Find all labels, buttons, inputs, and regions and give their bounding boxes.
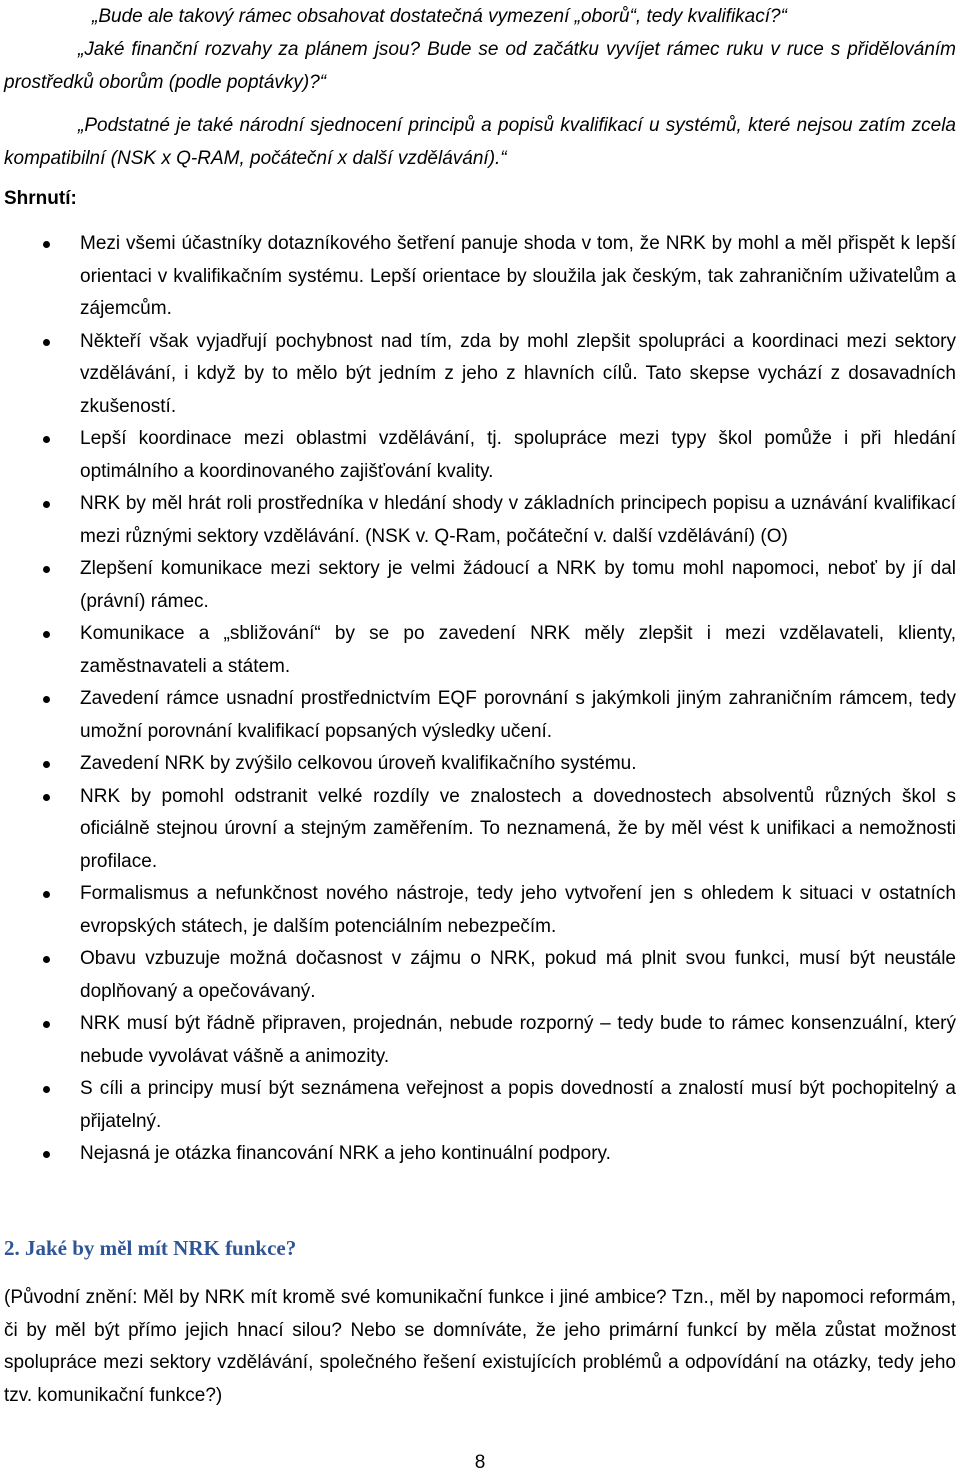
list-item: NRK musí být řádně připraven, projednán, nebude rozporný – tedy bude to rámec konsenzuální, který nebude vyvolávat vášně a animozity.	[0, 1008, 960, 1073]
summary-list	[0, 228, 960, 1171]
list-item: Nejasná je otázka financování NRK a jeho kontinuální podpory.	[0, 1138, 960, 1171]
list-item: Zavedení rámce usnadní prostřednictvím EQF porovnání s jakýmkoli jiným zahraničním rámcem, tedy umožní porovnání kvalifikací popsaných výsledky učení.	[0, 683, 960, 748]
list-item: NRK by pomohl odstranit velké rozdíly ve znalostech a dovednostech absolventů různých škol s oficiálně stejnou úrovní a stejným zaměřením. To neznamená, že by měl vést k unifikaci a nemožnosti profilace.	[0, 781, 960, 879]
page-number: 8	[474, 1452, 486, 1473]
summary-label: Shrnutí:	[4, 188, 77, 209]
list-item: Někteří však vyjadřují pochybnost nad tím, zda by mohl zlepšit spolupráci a koordinaci mezi sektory vzdělávání, i když by to mělo být jedním z jeho z hlavních cílů. Tato skepse vychází z dosavadních zkušeností.	[0, 326, 960, 424]
list-item: Zavedení NRK by zvýšilo celkovou úroveň kvalifikačního systému.	[0, 748, 960, 781]
list-item: Komunikace a „sbližování“ by se po zavedení NRK měly zlepšit i mezi vzdělavateli, klienty, zaměstnavateli a státem.	[0, 618, 960, 683]
list-item: Formalismus a nefunkčnost nového nástroje, tedy jeho vytvoření jen s ohledem k situaci v ostatních evropských státech, je dalším potenciálním nebezpečím.	[0, 878, 960, 943]
quote-3: „Podstatné je také národní sjednocení principů a popisů kvalifikací u systémů, které nejsou zatím zcela kompatibilní (NSK x Q-RAM, počáteční x další vzdělávání).“	[4, 115, 956, 169]
quote-2: „Jaké finanční rozvahy za plánem jsou? Bude se od začátku vyvíjet rámec ruku v ruce s přidělováním prostředků oborům (podle poptávky)?“	[4, 39, 956, 93]
list-item: S cíli a principy musí být seznámena veřejnost a popis dovedností a znalostí musí být pochopitelný a přijatelný.	[0, 1073, 960, 1138]
intro-quotes	[0, 0, 960, 175]
list-item: Obavu vzbuzuje možná dočasnost v zájmu o NRK, pokud má plnit svou funkci, musí být neustále doplňovaný a opečovávaný.	[0, 943, 960, 1008]
list-item: Zlepšení komunikace mezi sektory je velmi žádoucí a NRK by tomu mohl napomoci, neboť by jí dal (právní) rámec.	[0, 553, 960, 618]
quote-1: „Bude ale takový rámec obsahovat dostatečná vymezení „oborů“, tedy kvalifikací?“	[92, 6, 787, 27]
list-item: Mezi všemi účastníky dotazníkového šetření panuje shoda v tom, že NRK by mohl a měl přispět k lepší orientaci v kvalifikačním systému. Lepší orientace by sloužila jak českým, tak zahraničním uživatelům a zájemcům.	[0, 228, 960, 326]
section-paragraph: (Původní znění: Měl by NRK mít kromě své komunikační funkce i jiné ambice? Tzn., měl by napomoci reformám, či by měl být přímo jejich hnací silou? Nebo se domníváte, že jeho primární funkcí by měla zůstat možnost spolupráce mezi sektory vzdělávání, společného řešení existujících problémů a odpovídání na otázky, tedy jeho tzv. komunikační funkce?)	[4, 1287, 956, 1406]
list-item: Lepší koordinace mezi oblastmi vzdělávání, tj. spolupráce mezi typy škol pomůže i při hledání optimálního a koordinovaného zajišťování kvality.	[0, 423, 960, 488]
list-item: NRK by měl hrát roli prostředníka v hledání shody v základních principech popisu a uznávání kvalifikací mezi různými sektory vzdělávání. (NSK v. Q-Ram, počáteční v. další vzdělávání) (O)	[0, 488, 960, 553]
section-heading: 2. Jaké by měl mít NRK funkce?	[4, 1236, 297, 1260]
